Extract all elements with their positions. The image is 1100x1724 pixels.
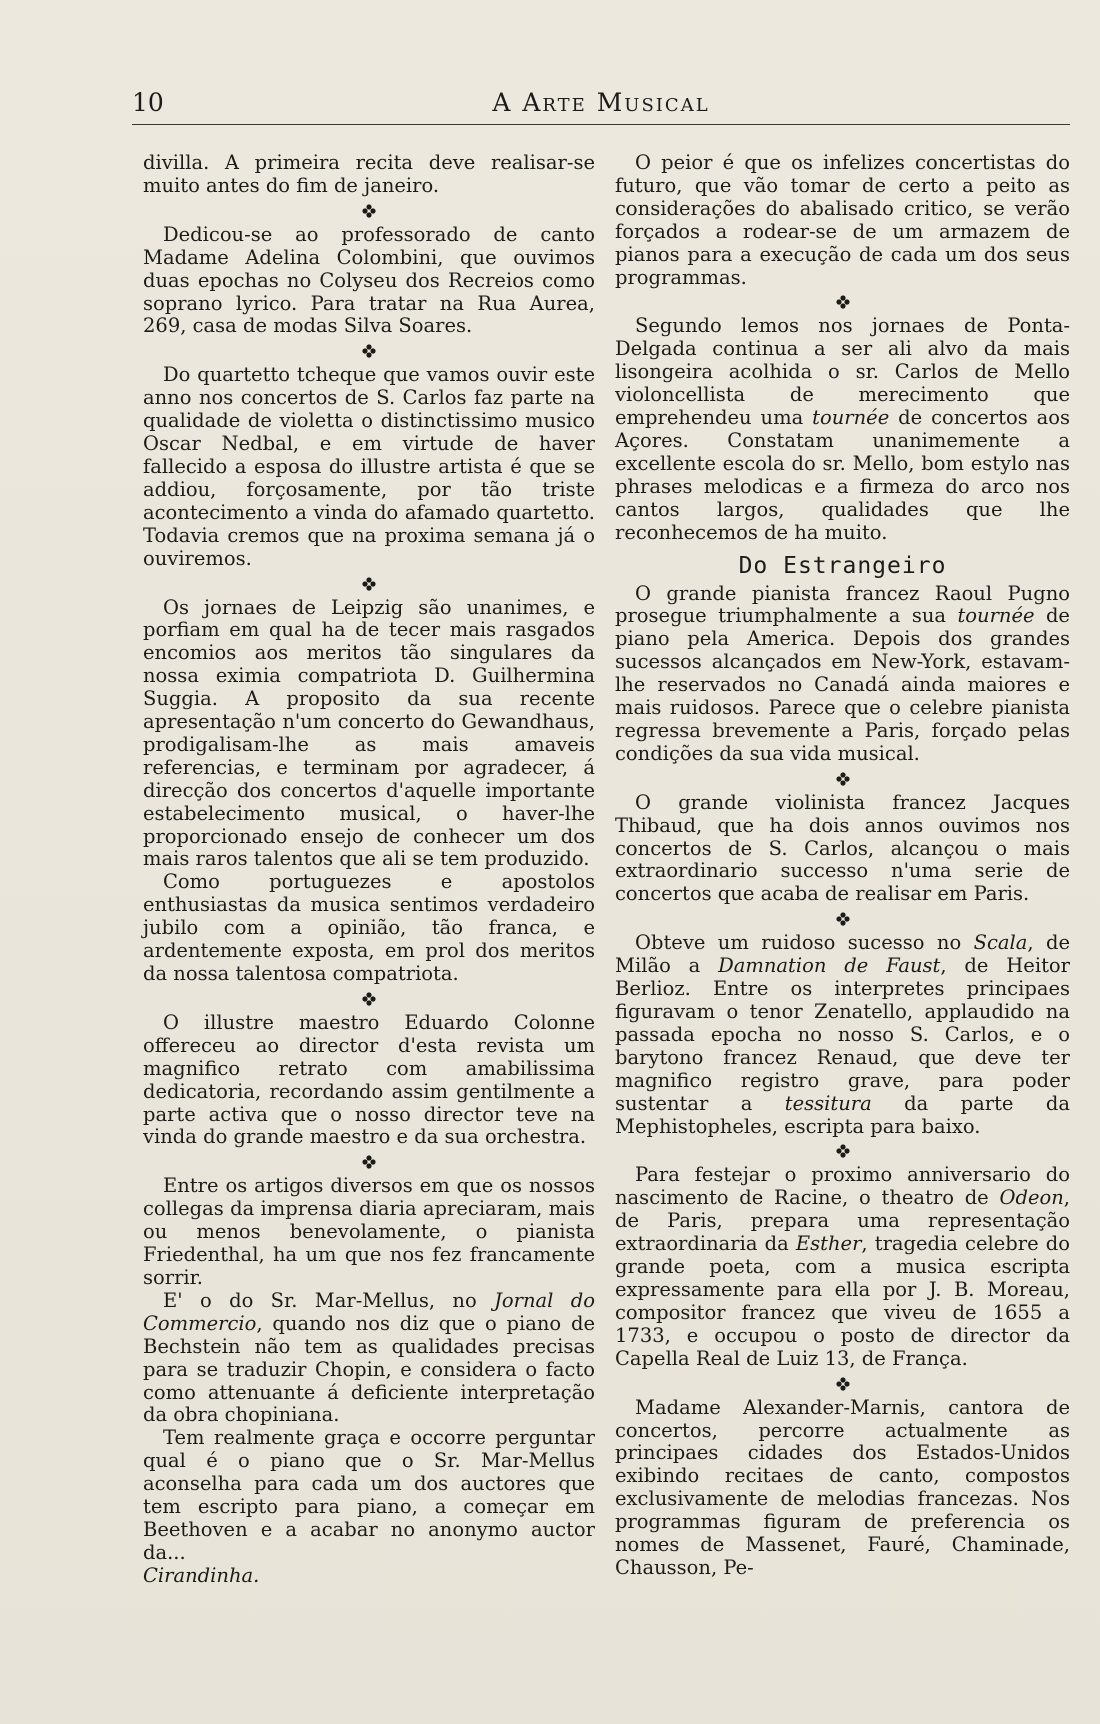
paragraph: Entre os artigos diversos em que os nossos collegas da imprensa diaria apreciaram, mais ou menos benevolamente, o pianista Friedenthal, ha um que nos fez francamente sorrir. [143,1174,595,1289]
text-run: Segundo lemos nos jornaes de Ponta-Delgada continua a ser ali alvo da mais lisongeira acolhida o sr. Carlos de Mello violoncellista de merecimento que emprehendeu uma [615,314,1070,430]
signature [143,1565,595,1588]
section-heading: Do Estrangeiro [738,552,947,579]
paragraph: Madame Alexander-Marnis, cantora de concertos, percorre actualmente as principaes cidades dos Estados-Unidos exibindo recitaes de canto, compostos exclusivamente de melodias francezas. Nos programmas figuram de preferencia os nomes de Massenet, Fauré, Chaminade, Chausson, Pe- [615,1395,1070,1579]
quatrefoil-ornament-icon [615,906,1070,932]
page-number: 10 [132,88,164,117]
right-column [615,152,1070,1580]
paragraph: O grande violinista francez Jacques Thibaud, que ha dois annos ouvimos nos concertos de S. Carlos, alcançou o mais extraordinario successo n'uma serie de concertos que acaba de realisar em Paris. [615,790,1070,906]
paragraph: O peior é que os infelizes concertistas do futuro, que vão tomar de certo a peito as considerações do abalisado critico, se verão forçados a rodear-se de um armazem de pianos para a execução de cada um dos seus programmas. [615,151,1070,289]
text-run: de concertos aos Açores. Constatam unanimemente a excellente escola do sr. Mello, bom estylo nas phrases melodicas e a firmeza do arco nos cantos largos, qualidades que lhe reconhecemos de ha muito. [615,406,1071,544]
paragraph: Os jornaes de Leipzig são unanimes, e porfiam em qual ha de tecer mais rasgados encomios aos meritos tão singulares da nossa eximia compatriota D. Guilhermina Suggia. A proposito da sua recente apresentação n'um concerto do Gewandhaus, prodigalisam-lhe as mais amaveis referencias, e terminam por agradecer, á direcção dos concertos d'aquelle importante estabelecimento musical, o haver-lhe proporcionado ensejo de conhecer um dos mais raros talentos que ali se tem produzido. [143,595,595,871]
quatrefoil-ornament-icon [143,198,595,224]
quatrefoil-ornament-icon [143,571,595,597]
paragraph: Como portuguezes e apostolos enthusiastas da musica sentimos verdadeiro jubilo com a opinião, tão franca, e ardentemente exposta, em prol dos meritos da nossa talentosa compatriota. [143,870,595,985]
text-run: , de Milão a [615,931,1070,978]
text-run: , tragedia celebre do grande poeta, com a musica escripta expressamente para ella por J. B. Moreau, compositor francez que viveu de 1655 a 1733, e occupou o posto de director da Capella Real de Luiz 13, de França. [615,1232,1070,1370]
text-run: da parte da Mephistopheles, escripta para baixo. [615,1091,1070,1138]
quatrefoil-ornament-icon [615,1371,1070,1397]
paragraph: O illustre maestro Eduardo Colonne offereceu ao director d'esta revista um magnifico retrato com amabilissima dedicatoria, recordando assim gentilmente a parte activa que o nosso director teve na vinda do grande maestro e da sua orchestra. [143,1010,595,1149]
quatrefoil-ornament-icon [143,338,595,364]
italic-word: tournée [957,604,1035,628]
paragraph: Dedicou-se ao professorado de canto Madame Adelina Colombini, que ouvimos duas epochas no Colyseu dos Recreios como soprano lyrico. Para tratar na Rua Aurea, 269, casa de modas Silva Soares. [143,222,595,338]
italic-title: Jornal do Commercio [143,1288,595,1335]
paragraph: Do quartetto tcheque que vamos ouvir este anno nos concertos de S. Carlos faz parte na qualidade de violetta o distinctissimo musico Oscar Nedbal, e em virtude de haver fallecido a esposa do illustre artista é que se addiou, forçosamente, por tão triste acontecimento a vinda do afamado quartetto. Todavia cremos que na proxima semana já o ouviremos. [143,363,595,570]
paragraph [615,932,1070,1138]
text-run: , de Paris, prepara uma representação extraordinaria da [615,1186,1070,1256]
text-run: E' o do Sr. Mar-Mellus, no [163,1288,495,1312]
italic-title: Scala [973,931,1028,955]
quatrefoil-ornament-icon [615,1138,1070,1164]
paragraph [615,583,1070,766]
quatrefoil-ornament-icon [615,766,1070,792]
paragraph: Tem realmente graça e occorre perguntar qual é o piano que o Sr. Mar-Mellus aconselha para cada um dos auctores que tem escripto para piano, a começar em Beethoven e a acabar no anonymo auctor da... [143,1426,595,1564]
text-run: O grande pianista francez Raoul Pugno prosegue triumphalmente a sua [615,581,1070,628]
italic-title: Odeon [999,1186,1064,1210]
italic-title: Esther [795,1232,862,1256]
paragraph [615,315,1070,544]
text-run: Para festejar o proximo anniversario do nascimento de Racine, o theatro de [615,1163,1070,1210]
paragraph [615,1164,1070,1370]
italic-word: tessitura [784,1091,872,1115]
italic-title: Damnation de Faust [718,954,941,978]
paragraph: divilla. A primeira recita deve realisar-se muito antes do fim de janeiro. [143,151,595,197]
running-title: A Arte Musical [492,88,710,117]
quatrefoil-ornament-icon [143,1149,595,1175]
quatrefoil-ornament-icon [143,986,595,1012]
paragraph [143,1290,595,1427]
italic-word: tournée [812,406,890,430]
left-column [143,152,595,1588]
text-run: , quando nos diz que o piano de Bechstein não tem as qualidades precisas para se traduzir Chopin, e considera o facto como attenuante á deficiente interpretação da obra chopiniana. [143,1311,595,1427]
text-run: Obteve um ruidoso sucesso no [635,931,974,955]
signature-name: Cirandinha. [143,1563,260,1587]
page-header [132,88,1070,125]
quatrefoil-ornament-icon [615,289,1070,315]
text-run: de piano pela America. Depois dos grandes sucessos alcançados em New-York, estavam-lhe reservados no Canadá ainda maiores e mais ruidosos. Parece que o celebre pianista regressa brevemente a Paris, forçado pelas condições da sua vida musical. [615,604,1070,765]
text-run: , de Heitor Berlioz. Entre os interpretes principaes figuravam o tenor Zenatello, applaudido na passada epocha no nosso S. Carlos, e o barytono francez Renaud, que deve ter magnifico registro grave, para poder sustentar a [615,954,1070,1115]
